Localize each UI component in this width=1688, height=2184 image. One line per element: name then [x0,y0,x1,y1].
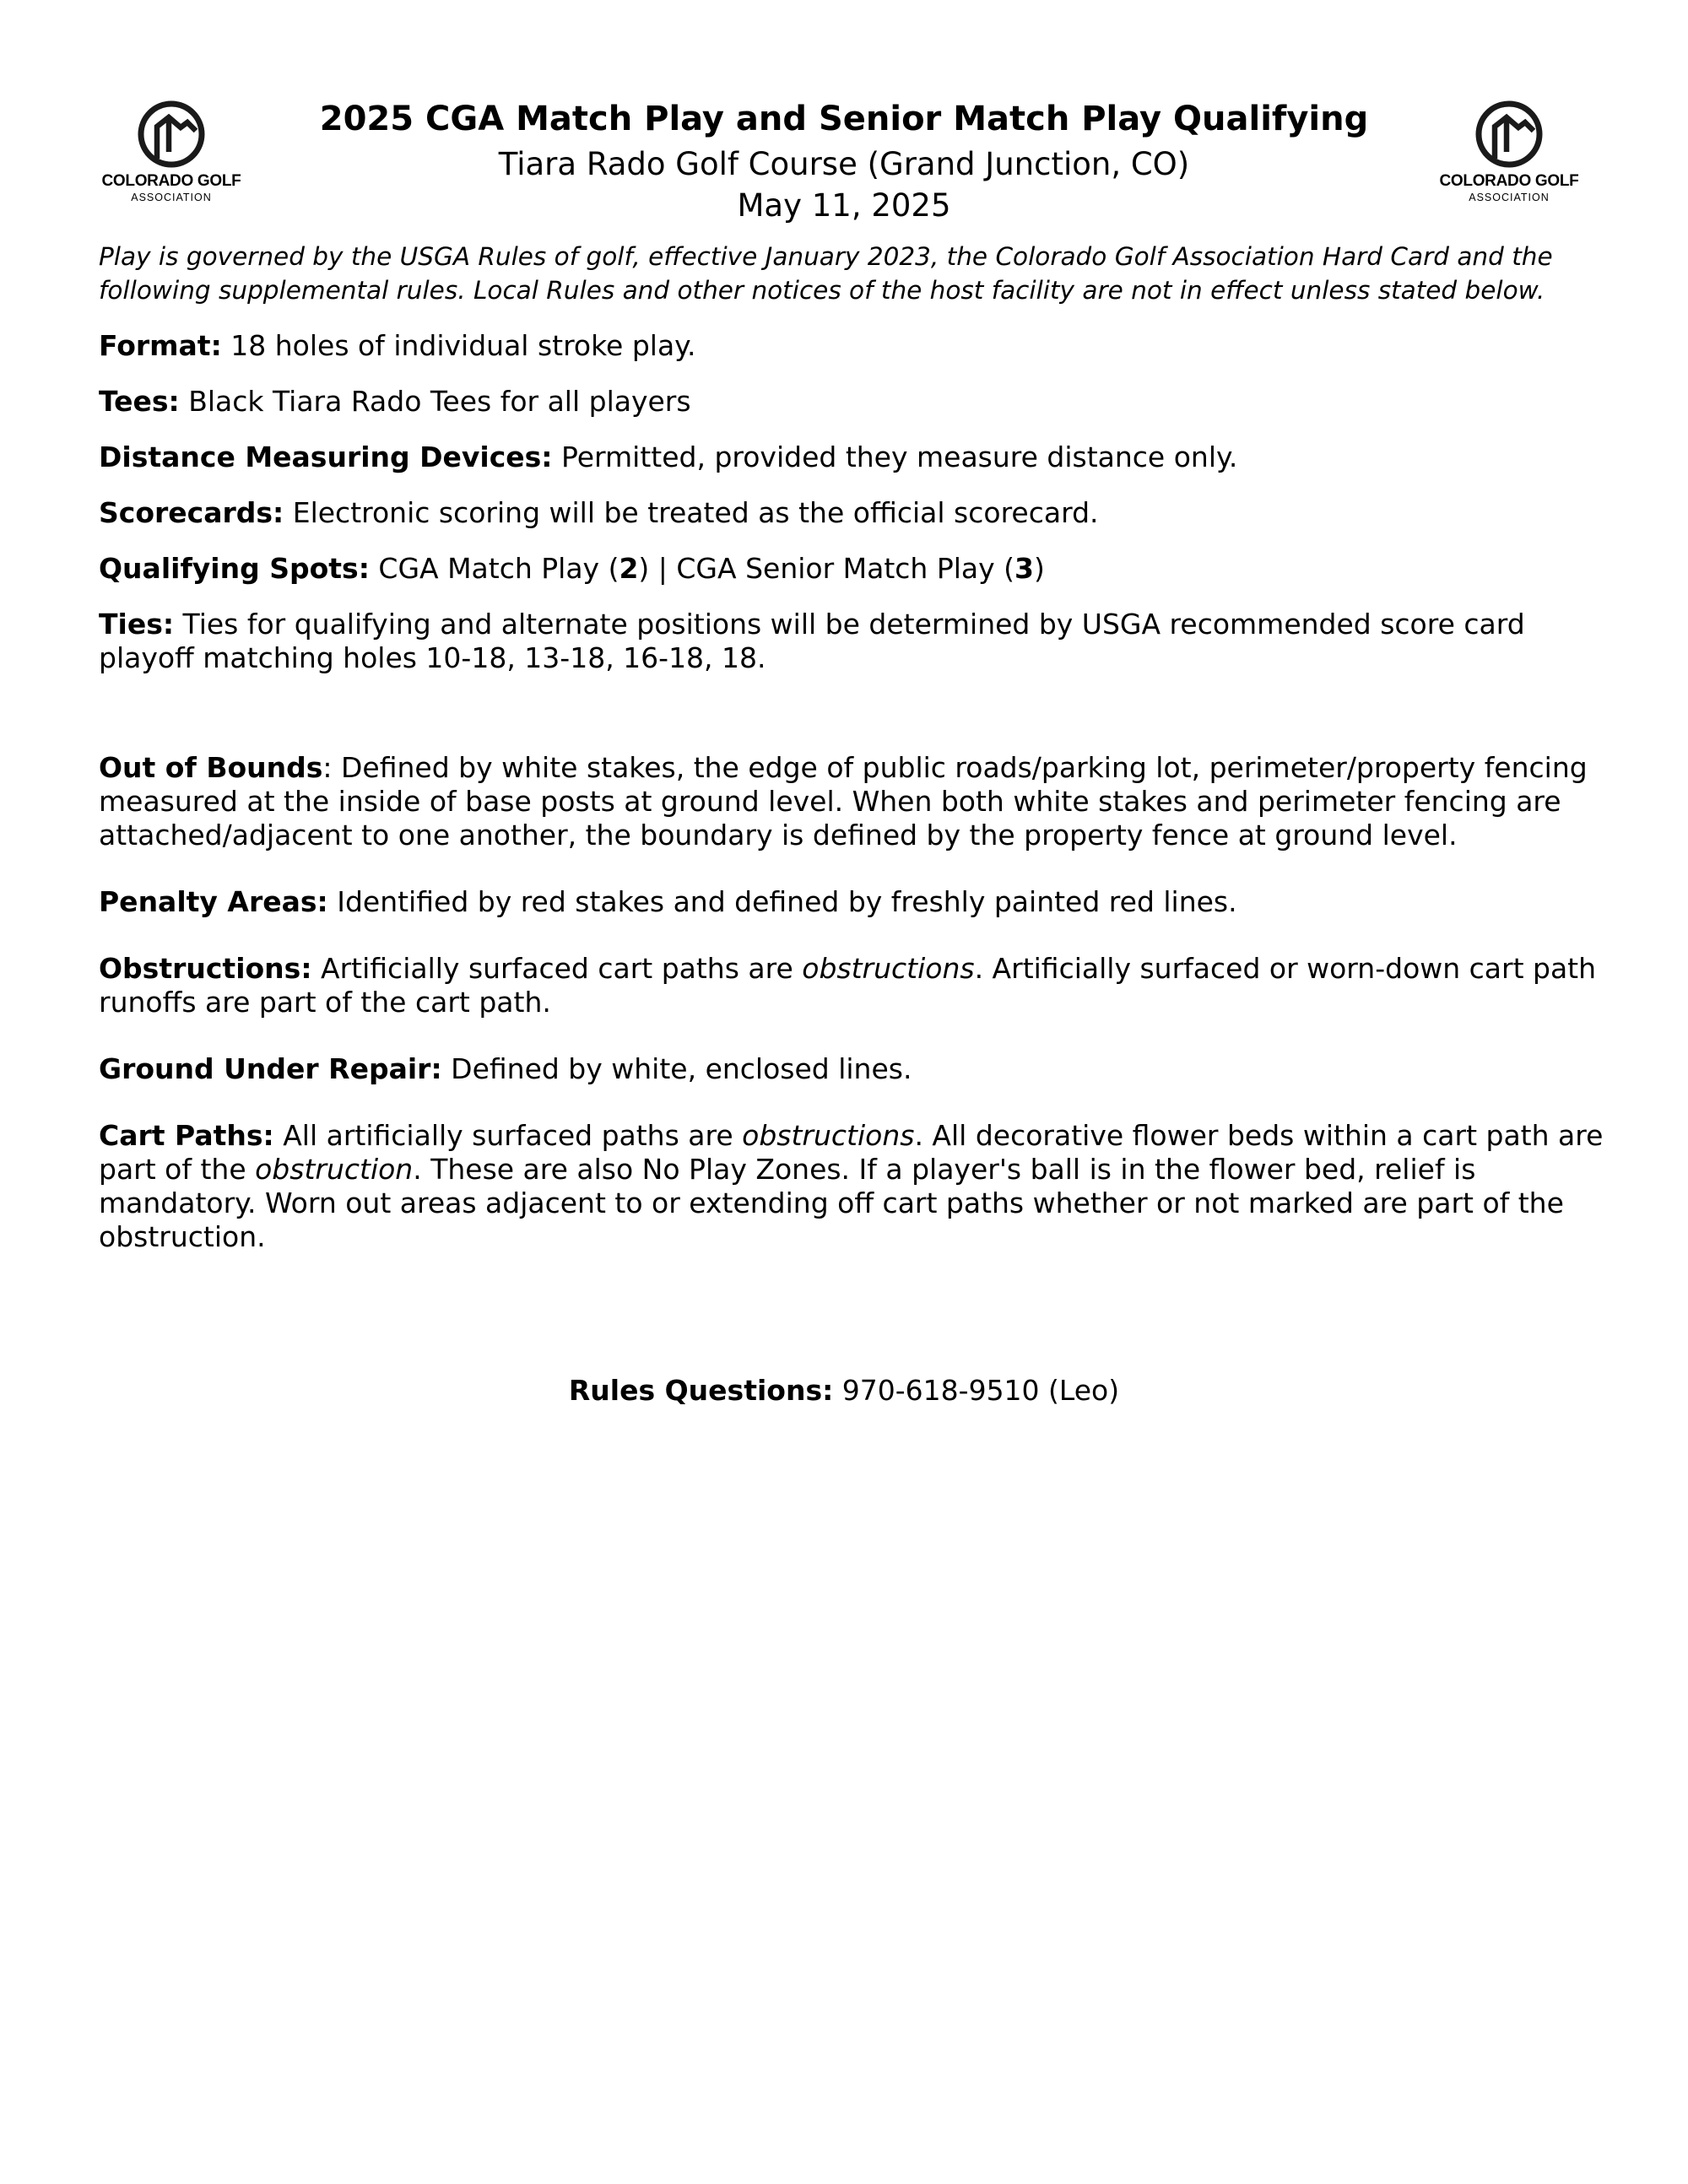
match-play-spots: 2 [619,552,639,585]
rule-qualifying-spots [99,552,1610,586]
rule-distance-measuring-devices [99,441,1610,474]
rule-text: Electronic scoring will be treated as the official scorecard. [292,496,1099,529]
rule-text: . These are also No Play Zones. If a player's ball is in the flower bed, relief is mandatory. Worn out areas adjacent to or extending off cart paths whether or not marked are part of the obstruction. [99,1153,1564,1253]
rules-questions-contact [0,1374,1688,1408]
rule-text: Black Tiara Rado Tees for all players [188,385,691,418]
rule-cart-paths [99,1119,1610,1254]
rules-section-course [99,751,1610,1287]
rule-text: 18 holes of individual stroke play. [230,329,696,362]
mountain-circle-icon [1474,100,1544,169]
rule-emphasis: obstructions [742,1119,915,1152]
rule-text: Identified by red stakes and defined by freshly painted red lines. [337,885,1237,918]
rule-label: Cart Paths: [99,1119,274,1152]
logo-name: COLORADO GOLF [101,172,241,190]
rule-label: Penalty Areas: [99,885,328,918]
senior-match-play-spots: 3 [1014,552,1034,585]
contact-label: Rules Questions: [568,1374,834,1407]
cga-logo-left [91,100,252,209]
rule-text: Permitted, provided they measure distance only. [561,441,1238,473]
rule-text: : Defined by white stakes, the edge of public roads/parking lot, perimeter/property fencing measured at the inside of base posts at ground level. When both white stakes and perimeter fencing are attached/adjacent to one another, the boundary is defined by the property fence at ground level. [99,751,1588,851]
rule-label: Ties: [99,608,175,641]
rule-label: Ground Under Repair: [99,1052,442,1085]
course-name: Tiara Rado Golf Course (Grand Junction, CO) [498,146,1190,182]
cga-logo-right [1429,100,1589,209]
rule-emphasis: obstructions [802,952,975,985]
rule-text: CGA Match Play ( [378,552,619,585]
logo-name: COLORADO GOLF [1439,172,1579,190]
intro-paragraph: Play is governed by the USGA Rules of golf, effective January 2023, the Colorado Golf Association Hard Card and the following supplemental rules. Local Rules and other notices of the host facility are not in effect unless stated below. [99,242,1553,305]
logo-subtitle: ASSOCIATION [1469,192,1550,203]
rule-text: Ties for qualifying and alternate positions will be determined by USGA recommended score card playoff matching holes 10-18, 13-18, 16-18, 18. [99,608,1525,674]
rule-text: ) | CGA Senior Match Play ( [638,552,1015,585]
rule-scorecards [99,496,1610,530]
rule-label: Obstructions: [99,952,312,985]
rule-text: Defined by white, enclosed lines. [451,1052,912,1085]
rule-text: . Artificially surfaced or worn-down cart path runoffs are part of the cart path. [99,952,1597,1019]
rule-tees [99,385,1610,419]
rule-label: Tees: [99,385,180,418]
document-title: 2025 CGA Match Play and Senior Match Play Qualifying [319,100,1369,138]
rule-text: . All decorative flower beds within a cart path are part of the [99,1119,1604,1186]
logo-subtitle: ASSOCIATION [131,192,212,203]
rule-ties [99,608,1610,675]
rules-section-general [99,329,1610,697]
rule-obstructions [99,952,1610,1019]
rule-label: Distance Measuring Devices: [99,441,553,473]
document-header [287,95,1401,226]
rule-emphasis: obstruction [255,1153,414,1186]
rule-ground-under-repair [99,1052,1610,1086]
rule-text: All artificially surfaced paths are [283,1119,743,1152]
rule-penalty-areas [99,885,1610,919]
contact-phone: 970-618-9510 (Leo) [841,1374,1120,1407]
rule-label: Out of Bounds [99,751,323,784]
rule-out-of-bounds [99,751,1610,852]
rule-format [99,329,1610,363]
rule-text: Artificially surfaced cart paths are [321,952,803,985]
rule-label: Qualifying Spots: [99,552,370,585]
event-date: May 11, 2025 [737,187,951,224]
rule-label: Format: [99,329,222,362]
rule-label: Scorecards: [99,496,284,529]
mountain-circle-icon [137,100,206,169]
rule-text: ) [1034,552,1045,585]
